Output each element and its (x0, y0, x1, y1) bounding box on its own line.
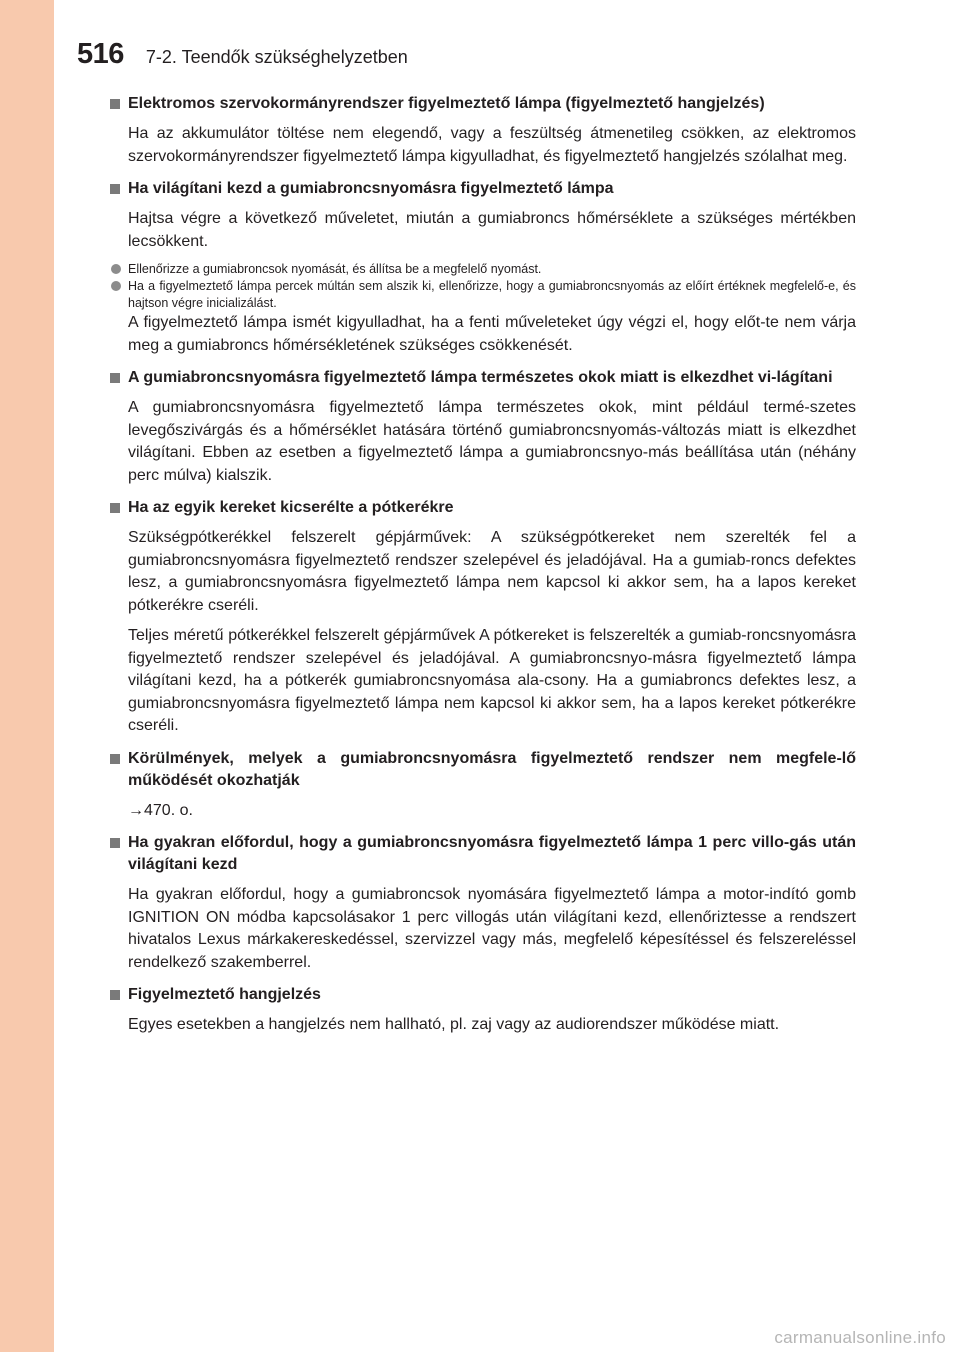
paragraph: A figyelmeztető lámpa ismét kigyulladhat, ha a fenti műveleteket úgy végzi el, hogy előt-te nem várja meg a gumiabroncs hőmérsékletének szükséges csökkenését. (128, 314, 856, 354)
paragraph: Szükségpótkerékkel felszerelt gépjárművek: A szükségpótkereket nem szerelték fel a gumiabroncsnyomásra figyelmeztető rendszer szelepével és jeladójával. Ha a gumiab-roncs defektes lesz, a gumiabroncsnyomásra figyelmeztető lámpa nem kapcsol ki akkor sem, ha a lapos kereket pótkerékre cseréli. (128, 529, 856, 614)
square-bullet-icon (110, 99, 120, 109)
paragraph: Ha gyakran előfordul, hogy a gumiabroncsok nyomására figyelmeztető lámpa a motor-indító gomb IGNITION ON módba kapcsolásakor 1 perc villogás után világítani kezd, ellenőriztesse a rendszert hivatalos Lexus márkakereskedéssel, szervizzel vagy más, megfelelő képesítéssel és felszereléssel rendelkező szakemberrel. (128, 886, 856, 971)
square-bullet-icon (110, 754, 120, 764)
section-flashing-light (106, 832, 856, 974)
square-bullet-icon (110, 990, 120, 1000)
section-power-steering-warning (106, 93, 856, 168)
section-title: Ha gyakran előfordul, hogy a gumiabroncsnyomásra figyelmeztető lámpa 1 perc villo-gás után világítani kezd (106, 832, 856, 876)
section-natural-causes (106, 367, 856, 487)
square-bullet-icon (110, 184, 120, 194)
section-title: A gumiabroncsnyomásra figyelmeztető lámpa természetes okok miatt is elkezdhet vi-lágítani (106, 367, 856, 389)
paragraph: Hajtsa végre a következő műveletet, miután a gumiabroncs hőmérséklete a szükséges mértékben lecsökkent. (128, 210, 856, 250)
section-title: Elektromos szervokormányrendszer figyelmeztető lámpa (figyelmeztető hangjelzés) (106, 93, 856, 115)
section-title: Körülmények, melyek a gumiabroncsnyomásra figyelmeztető rendszer nem megfele-lő működését okozhatják (106, 748, 856, 792)
section-spare-tire (106, 497, 856, 738)
page-content (106, 93, 856, 1037)
bullet-item: Ellenőrizze a gumiabroncsok nyomását, és állítsa be a megfelelő nyomást. (106, 261, 856, 278)
chapter-side-tab (0, 0, 54, 1352)
square-bullet-icon (110, 838, 120, 848)
paragraph: Ha az akkumulátor töltése nem elegendő, vagy a feszültség átmenetileg csökken, az elektromos szervokormányrendszer figyelmeztető lámpa kigyulladhat, és figyelmeztető hangjelzés szólalhat meg. (128, 125, 856, 165)
paragraph: A gumiabroncsnyomásra figyelmeztető lámpa természetes okok, mint például termé-szetes levegőszivárgás és a hőmérséklet hatására történő gumiabroncsnyomás-változás miatt is elkezdhet világítani. Ebben az esetben a figyelmeztető lámpa a gumiabroncsnyo-más beállítása után (néhány perc múlva) kialszik. (128, 399, 856, 484)
chapter-title: 7-2. Teendők szükséghelyzetben (145, 47, 408, 67)
section-tire-pressure-light-on (106, 178, 856, 357)
round-bullet-icon (111, 281, 121, 291)
section-title: Figyelmeztető hangjelzés (106, 984, 856, 1006)
section-malfunction-conditions (106, 748, 856, 823)
bullet-item: Ha a figyelmeztető lámpa percek múltán sem alszik ki, ellenőrizze, hogy a gumiabroncsnyomás az előírt értéknek megfelelő-e, és hajtson végre inicializálást. (106, 278, 856, 312)
paragraph: Egyes esetekben a hangjelzés nem hallható, pl. zaj vagy az audiorendszer működése miatt. (128, 1016, 780, 1033)
watermark: carmanualsonline.info (774, 1328, 946, 1347)
page-header (77, 38, 408, 78)
paragraph: Teljes méretű pótkerékkel felszerelt gépjárművek A pótkereket is felszerelték a gumiab-roncsnyomásra figyelmeztető rendszer szelepével és jeladójával. A gumiabroncsnyo-másra figyelmeztető lámpa világítani kezd, ha a pótkerék gumiabroncsnyomása ala-csony. Ha a gumiabroncs defektes lesz, a gumiabroncsnyomásra figyelmeztető lámpa nem kapcsol ki akkor sem, ha a lapos kereket pótkerékre cseréli. (128, 627, 856, 734)
round-bullet-icon (111, 264, 121, 274)
section-title: Ha az egyik kereket kicserélte a pótkerékre (106, 497, 856, 519)
square-bullet-icon (110, 503, 120, 513)
page-reference-link[interactable]: →470. o. (128, 801, 193, 819)
page-number: 516 (77, 38, 124, 70)
square-bullet-icon (110, 373, 120, 383)
section-warning-buzzer (106, 984, 856, 1037)
section-title: Ha világítani kezd a gumiabroncsnyomásra figyelmeztető lámpa (106, 178, 856, 200)
